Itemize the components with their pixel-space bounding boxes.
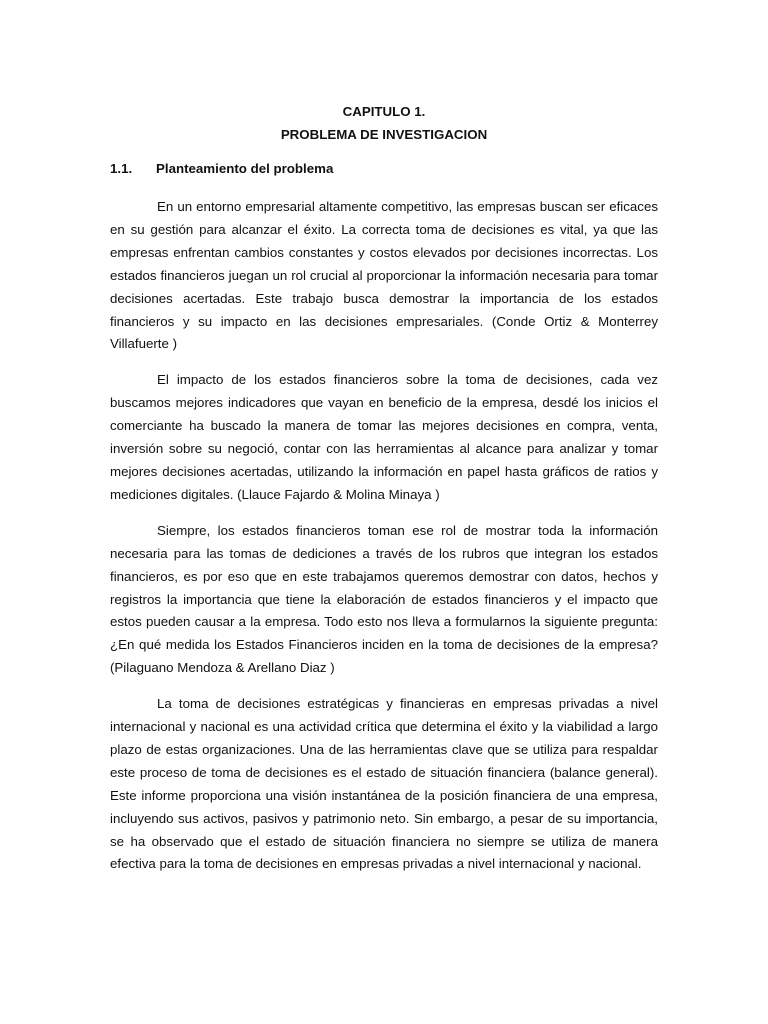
document-body <box>110 196 658 889</box>
chapter-heading <box>0 100 768 146</box>
chapter-label: CAPITULO 1. <box>342 104 426 119</box>
section-number: 1.1. <box>110 161 133 176</box>
section-heading <box>110 159 333 179</box>
paragraph-2: El impacto de los estados financieros sobre la toma de decisiones, cada vez buscamos mejores indicadores que vayan en beneficio de la empresa, desdé los inicios el comerciante ha buscado la manera de tomar las mejores decisiones en compra, venta, inversión sobre su negoció, contar con las herramientas al alcance para analizar y tomar mejores decisiones acertadas, utilizando la información en papel hasta gráficos de ratios y mediciones digitales. (Llauce Fajardo & Molina Minaya ) <box>110 372 658 502</box>
paragraph-3: Siempre, los estados financieros toman ese rol de mostrar toda la información necesaria para las tomas de dediciones a través de los rubros que integran los estados financieros, es por eso que en este trabajamos queremos demostrar con datos, hechos y registros la importancia que tiene la elaboración de estados financieros y el impacto que estos pueden causar a la empresa. Todo esto nos lleva a formularnos la siguiente pregunta: ¿En qué medida los Estados Financieros inciden en la toma de decisiones de la empresa? (Pilaguano Mendoza & Arellano Diaz ) <box>110 522 658 676</box>
section-title: Planteamiento del problema <box>156 161 334 176</box>
chapter-title: PROBLEMA DE INVESTIGACION <box>280 127 488 142</box>
paragraph-1: En un entorno empresarial altamente competitivo, las empresas buscan ser eficaces en su gestión para alcanzar el éxito. La correcta toma de decisiones es vital, ya que las empresas enfrentan cambios constantes y costos elevados por decisiones incorrectas. Los estados financieros juegan un rol crucial al proporcionar la información necesaria para tomar decisiones acertadas. Este trabajo busca demostrar la importancia de los estados financieros y su impacto en las decisiones empresariales. (Conde Ortiz & Monterrey Villafuerte ) <box>110 199 658 352</box>
paragraph-4: La toma de decisiones estratégicas y financieras en empresas privadas a nivel internacional y nacional es una actividad crítica que determina el éxito y la viabilidad a largo plazo de estas organizaciones. Una de las herramientas clave que se utiliza para respaldar este proceso de toma de decisiones es el estado de situación financiera (balance general). Este informe proporciona una visión instantánea de la posición financiera de una empresa, incluyendo sus activos, pasivos y patrimonio neto. Sin embargo, a pesar de su importancia, se ha observado que el estado de situación financiera no siempre se utiliza de manera efectiva para la toma de decisiones en empresas privadas a nivel internacional y nacional. <box>110 696 658 872</box>
